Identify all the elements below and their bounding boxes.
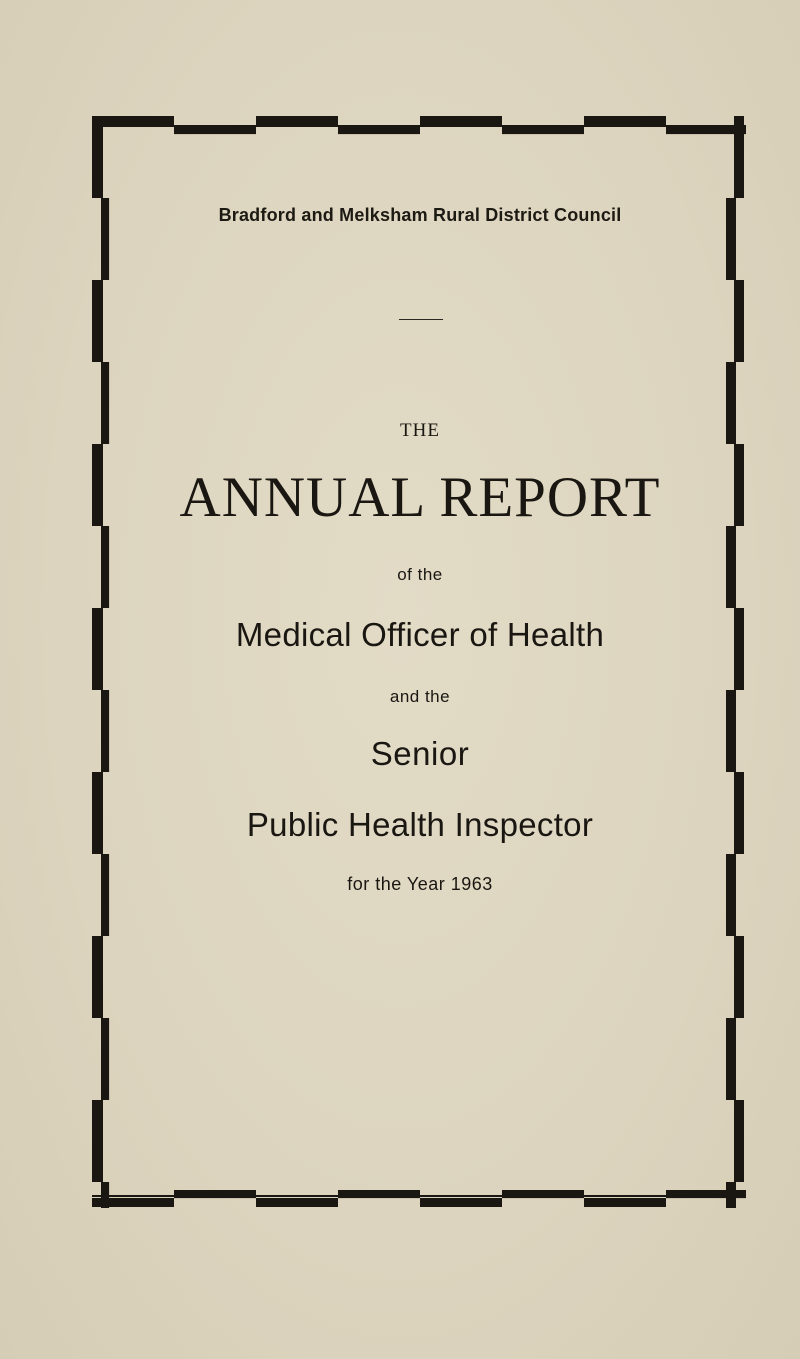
border-top-thick <box>420 116 502 125</box>
border-right-thick <box>735 772 744 854</box>
senior-text: Senior <box>370 735 470 772</box>
council-name: Bradford and Melksham Rural District Council <box>218 205 622 225</box>
border-left-thick <box>92 936 101 1018</box>
border-right-line <box>734 116 736 1208</box>
year-line: for the Year 1963 <box>347 874 493 894</box>
cover-content <box>110 130 730 1190</box>
border-right-thick <box>735 608 744 690</box>
border-left-thick <box>92 280 101 362</box>
border-left-thick <box>92 444 101 526</box>
inspector-title: Public Health Inspector <box>246 806 594 843</box>
border-bottom-thick <box>256 1198 338 1207</box>
border-left-thick <box>92 116 101 198</box>
border-left-line <box>101 116 103 1208</box>
border-top-line <box>92 125 746 127</box>
border-bottom-line <box>92 1195 746 1197</box>
divider-rule <box>399 319 443 320</box>
border-right-thick <box>735 936 744 1018</box>
border-bottom-thick <box>420 1198 502 1207</box>
border-bottom-thick <box>584 1198 666 1207</box>
of-the-text: of the <box>397 565 443 584</box>
border-left-thick <box>92 608 101 690</box>
border-left-thick <box>92 1100 101 1182</box>
border-left-thick <box>92 772 101 854</box>
title-the: THE <box>400 420 440 441</box>
border-top-thick <box>92 116 174 125</box>
border-right-thick <box>735 116 744 198</box>
border-top-thick <box>584 116 666 125</box>
and-the-text: and the <box>389 687 451 706</box>
border-top-thick <box>256 116 338 125</box>
border-right-thick <box>735 280 744 362</box>
border-right-thick <box>735 444 744 526</box>
border-right-thick <box>735 1100 744 1182</box>
report-title: ANNUAL REPORT <box>179 466 661 529</box>
officer-title: Medical Officer of Health <box>235 616 605 653</box>
